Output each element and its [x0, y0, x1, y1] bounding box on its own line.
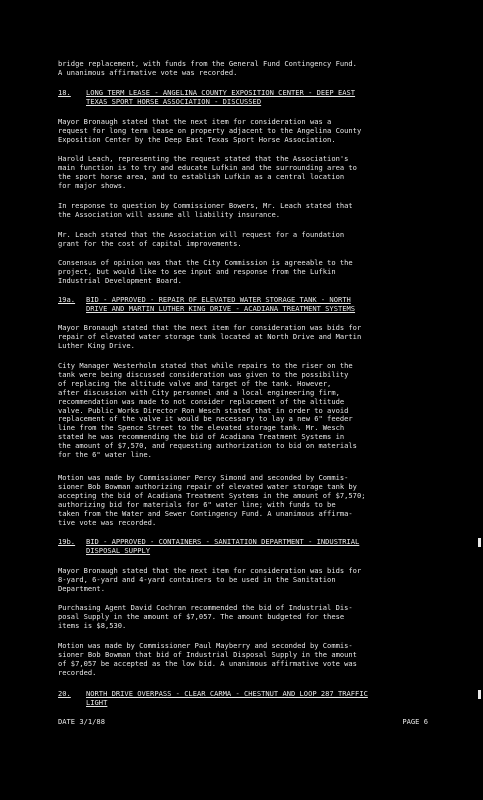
- text-line: for the 6" water line.: [58, 450, 152, 460]
- text-line: main function is to try and educate Lufkin and the surrounding area to: [58, 162, 357, 172]
- paragraph: [58, 259, 463, 286]
- text-line: stated he was recommending the bid of Acadiana Treatment Systems in: [58, 432, 345, 442]
- text-line: bridge replacement, with funds from the General Fund Contingency Fund.: [58, 59, 357, 68]
- item-number: 19b.: [58, 537, 76, 546]
- heading-line: TEXAS SPORT HORSE ASSOCIATION - DISCUSSED: [86, 96, 262, 106]
- text-line: of replacing the altitude valve and target of the tank. However,: [58, 378, 332, 388]
- text-line: line from the Spence Street to the elevated storage tank. Mr. Wesch: [58, 423, 345, 433]
- text-line: recorded.: [58, 667, 97, 677]
- heading-line: LIGHT: [86, 697, 108, 707]
- text-line: taken from the Water and Sewer Contingency Fund. A unanimous affirma-: [58, 508, 353, 518]
- text-line: tive vote was recorded.: [58, 517, 157, 527]
- text-line: Mr. Leach stated that the Association will request for a foundation: [58, 230, 345, 239]
- text-line: sioner Bob Bowman authorizing repair of elevated water storage tank by: [58, 481, 357, 491]
- text-line: for major shows.: [58, 180, 127, 190]
- heading-line: BID - APPROVED - CONTAINERS - SANITATION DEPARTMENT - INDUSTRIAL: [86, 537, 360, 546]
- text-line: sioner Bob Bowman that bid of Industrial Disposal Supply in the amount: [58, 649, 357, 659]
- text-line: Mayor Bronaugh stated that the next item for consideration was bids for: [58, 323, 362, 332]
- paragraph: [58, 604, 463, 631]
- text-line: Purchasing Agent David Cochran recommended the bid of Industrial Dis-: [58, 603, 353, 612]
- paragraph: [58, 567, 463, 594]
- text-line: the amount of $7,570, and requesting authorization to bid on materials: [58, 441, 357, 451]
- text-line: request for long term lease on property adjacent to the Angelina County: [58, 125, 362, 135]
- heading-line: DISPOSAL SUPPLY: [86, 545, 151, 555]
- item-number: 18.: [58, 88, 71, 97]
- heading-line: NORTH DRIVE OVERPASS - CLEAR CARMA - CHESTNUT AND LOOP 287 TRAFFIC: [86, 689, 368, 698]
- text-line: items is $8,530.: [58, 620, 127, 630]
- paragraph: [58, 231, 463, 249]
- text-line: the sport horse area, and to establish Lufkin as a central location: [58, 171, 345, 181]
- paragraph: [58, 474, 463, 527]
- heading-line: BID - APPROVED - REPAIR OF ELEVATED WATER STORAGE TANK - NORTH: [86, 295, 351, 304]
- paragraph: [58, 362, 463, 460]
- text-line: recommendation was made to not consider replacement of the altitude: [58, 396, 345, 406]
- text-line: Mayor Bronaugh stated that the next item for consideration was bids for: [58, 566, 362, 575]
- text-line: Motion was made by Commissioner Paul Mayberry and seconded by Commis-: [58, 641, 353, 650]
- text-line: 8-yard, 6-yard and 4-yard containers to be used in the Sanitation: [58, 574, 336, 584]
- text-line: Consensus of opinion was that the City Commission is agreeable to the: [58, 258, 353, 267]
- item-number: 20.: [58, 689, 71, 698]
- text-line: valve. Public Works Director Ron Wesch stated that in order to avoid: [58, 405, 349, 415]
- text-line: project, but would like to see input and response from the Lufkin: [58, 266, 336, 276]
- text-line: Department.: [58, 583, 105, 593]
- text-line: authorizing bid for materials for 6" water line; with funds to be: [58, 499, 336, 509]
- paragraph: [58, 155, 463, 191]
- margin-mark: [478, 538, 481, 547]
- item-number: 19a.: [58, 295, 76, 304]
- paragraph: [58, 324, 463, 351]
- footer-page-number: PAGE 6: [402, 717, 428, 726]
- text-line: replacement of the valve it would be necessary to lay a new 6" feeder: [58, 414, 353, 424]
- text-line: tank were being discussed consideration was given to the possibility: [58, 369, 349, 379]
- text-line: Exposition Center by the Deep East Texas Sport Horse Association.: [58, 134, 336, 144]
- text-line: Mayor Bronaugh stated that the next item for consideration was a: [58, 117, 332, 126]
- text-line: grant for the cost of capital improvements.: [58, 238, 242, 248]
- intro-paragraph: [58, 60, 463, 78]
- margin-mark: [478, 690, 481, 699]
- paragraph: [58, 118, 463, 145]
- heading-line: LONG TERM LEASE - ANGELINA COUNTY EXPOSITION CENTER - DEEP EAST: [86, 88, 356, 97]
- text-line: Harold Leach, representing the request stated that the Association's: [58, 154, 349, 163]
- text-line: posal Supply in the amount of $7,057. The amount budgeted for these: [58, 611, 345, 621]
- text-line: after discussion with City personnel and a local engineering firm,: [58, 387, 340, 397]
- text-line: City Manager Westerholm stated that while repairs to the riser on the: [58, 361, 353, 370]
- paragraph: [58, 642, 463, 678]
- text-line: A unanimous affirmative vote was recorded.: [58, 67, 238, 77]
- text-line: repair of elevated water storage tank located at North Drive and Martin: [58, 331, 362, 341]
- paragraph: [58, 202, 463, 220]
- footer-date: DATE 3/1/88: [58, 717, 105, 726]
- text-line: In response to question by Commissioner Bowers, Mr. Leach stated that: [58, 201, 353, 210]
- text-line: the Association will assume all liability insurance.: [58, 209, 281, 219]
- heading-line: DRIVE AND MARTIN LUTHER KING DRIVE - ACADIANA TREATMENT SYSTEMS: [86, 303, 356, 313]
- text-line: Industrial Development Board.: [58, 275, 182, 285]
- text-line: Luther King Drive.: [58, 340, 135, 350]
- text-line: accepting the bid of Acadiana Treatment Systems in the amount of $7,570;: [58, 490, 366, 500]
- text-line: of $7,057 be accepted as the low bid. A unanimous affirmative vote was: [58, 658, 357, 668]
- text-line: Motion was made by Commissioner Percy Simond and seconded by Commis-: [58, 473, 349, 482]
